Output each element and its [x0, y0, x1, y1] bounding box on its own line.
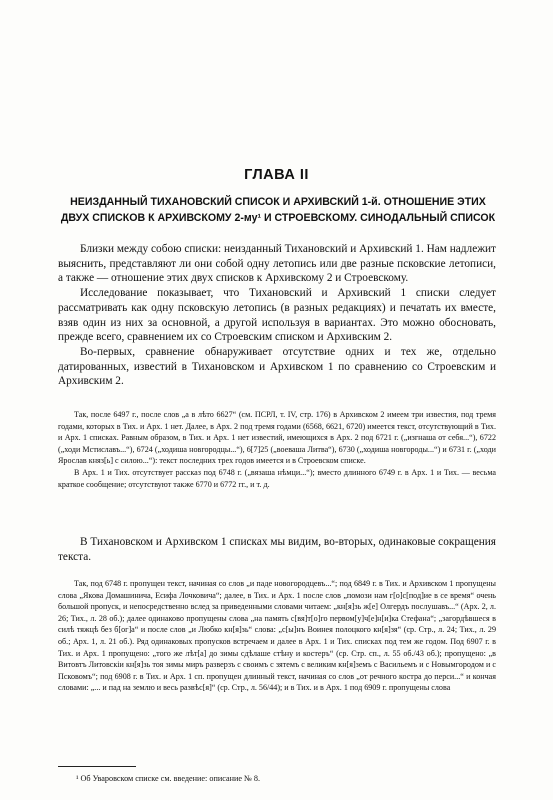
body-text-block-2	[58, 535, 496, 564]
small-text-block-2	[58, 578, 496, 694]
small-paragraph: Так, после 6497 г., после слов „а в лѣто 6627“ (см. ПСРЛ, т. IV, стр. 176) в Архивском 2 имеем три известия, под тремя годами, которых в Тих. и Арх. 1 нет. Далее, в Арх. 2 под тремя годами (6568, 6621, 6720) имеется текст, отсутствующий в Тих. и Арх. 1 списках. Равным образом, в Тих. и Арх. 1 нет известий, имеющихся в Арх. 2 под 6721 г. („изгнаша от себя...“), 6722 („ходи Мстиславъ...“), 6724 („ходиша новгородцы...“), 6[7]25 („воеваша Литва“), 6730 („ходиша новгороды...“) и 6731 г. („ходи Ярослав княз[ь] с силою...“): текст последних трех годов имеется и в Строевском списке.	[58, 410, 496, 466]
small-text-block-1	[58, 409, 496, 490]
body-paragraph: В Тихановском и Архивском 1 списках мы видим, во-вторых, одинаковые сокращения текста.	[58, 536, 496, 563]
body-paragraph: Во-первых, сравнение обнаруживает отсутствие одних и тех же, отдельно датированных, известий в Тихановском и Архивском 1 по сравнению со Строевским и Архивским 2.	[58, 345, 496, 388]
body-paragraph: Близки между собою списки: неизданный Тихановский и Архивский 1. Нам надлежит выяснить, представляют ли они собой одну летопись или две разные псковские летописи, а также — отношение этих двух списков к Архивскому 2 и Строевскому.	[58, 243, 496, 285]
small-paragraph: В Арх. 1 и Тих. отсутствует рассказ под 6748 г. („вязаша нѣмци...“); вместо длинного 6749 г. в Арх. 1 и Тих. — весьма краткое сообщение; отсутствуют также 6770 и 6772 гг., и т. д.	[58, 467, 496, 489]
body-text-block-1	[58, 242, 496, 389]
footnote: ¹ Об Уваровском списке см. введение: описание № 8.	[76, 774, 261, 783]
section-heading: НЕИЗДАННЫЙ ТИХАНОВСКИЙ СПИСОК И АРХИВСКИЙ 1-й. ОТНОШЕНИЕ ЭТИХ ДВУХ СПИСКОВ К АРХИВСКОМУ 2-му¹ И СТРОЕВСКОМУ. СИНОДАЛЬНЫЙ СПИСОК	[60, 196, 496, 224]
body-paragraph: Исследование показывает, что Тихановский и Архивский 1 списки следует рассматривать как одну псковскую летопись (в разных редакциях) и печатать их вместе, взяв один из них за основной, а другой используя в вариантах. Это можно обосновать, прежде всего, сравнением их со Строевским списком и Архивским 2.	[58, 287, 496, 344]
footnote-divider	[58, 766, 136, 767]
small-paragraph: Так, под 6748 г. пропущен текст, начиная со слов „и паде новогородцевъ...“; под 6849 г. в Тих. и Архивском 1 пропущены слова „Якова Домашинича, Есифа Лочковича“; далее, в Тих. и Арх. 1 после слов „помози нам г[о]с[под]ие в се время“ очень большой пропуск, и непосредственно вслед за приведенными словами читаем: „кн[я]зь ж[е] Олгердъ послушавъ...“ (Арх. 2, л. 26; Тих., л. 28 об.); далее одинаково пропущены слова „на память с[вя]т[о]го первом[у]ч[е]н[и]ка Стефана“; „загордѣвшеся в силѣ тяжцѣ без б[ог]а“ и после слов „и Любко кн[я]зь“ слова: „с[ы]нъ Воинея полоцкого кн[я]зя“ (ср. Стр., л. 24; Тих., л. 29 об.; Арх. 1, л. 21 об.). Ряд одинаковых пропусков встречаем и далее в Арх. 1 и Тих. списках под тем же годом. Под 6907 г. в Тих. и Арх. 1 пропущено: „того же лѣт[а] до зимы сдѣлаше стѣну и костеръ“ (ср. Стр. сп., л. 55 об./43 об.); пропущено: „в Витовтъ Литовскіи кн[я]зь тоя зимы миръ разверзъ с своимъ с зятемъ с великим кн[я]земъ с Васильемъ и с Новымгородом и с Псковомъ“; под 6908 г. в Тих. и Арх. 1 сп. пропущен длинный текст, начиная со слов „от речного костра до перси...“ и кончая словами: „... и пад на землю и весь развѣс[я]“ (ср. Стр., л. 56/44); и в Тих. и в Арх. 1 под 6909 г. пропущены слова	[58, 579, 496, 693]
chapter-title: ГЛАВА II	[244, 167, 309, 183]
